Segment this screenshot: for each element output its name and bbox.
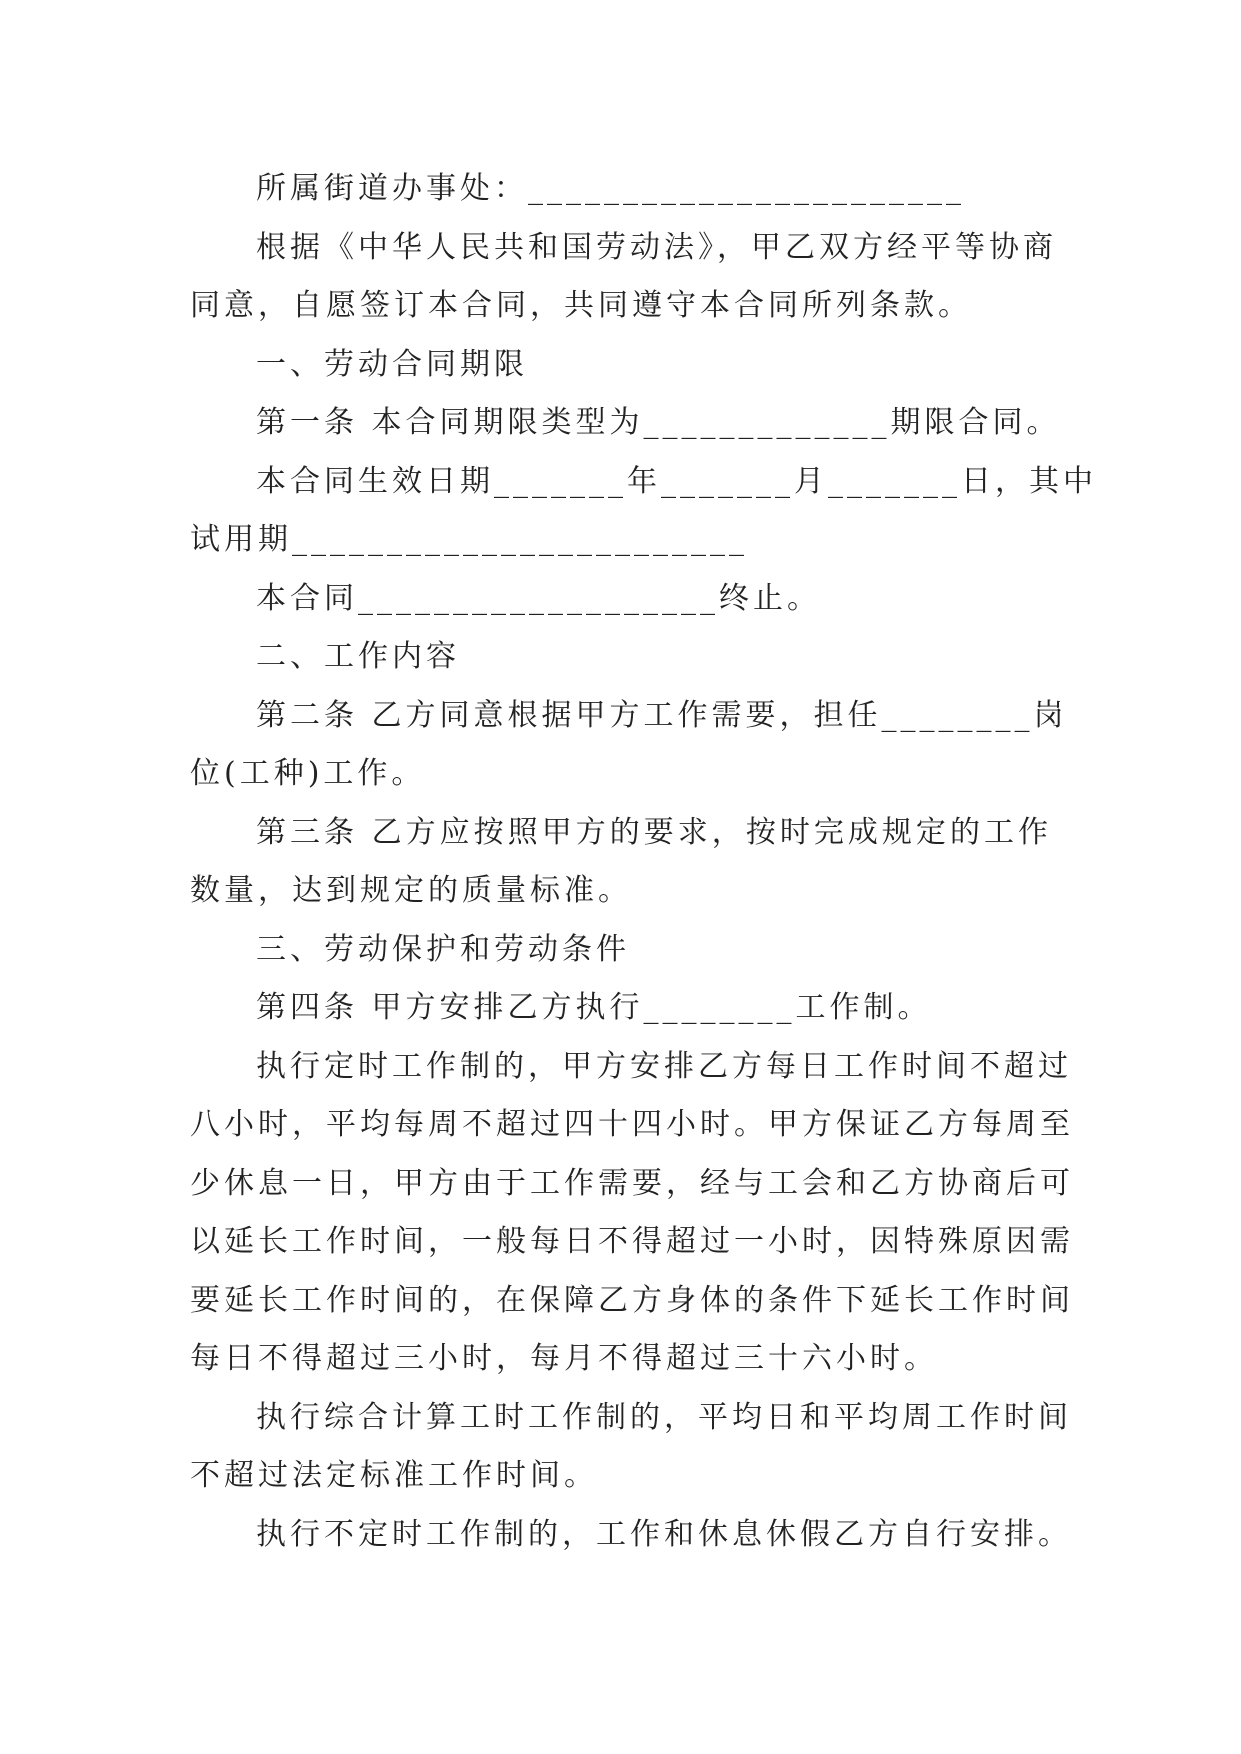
paragraph-line: 要延长工作时间的，在保障乙方身体的条件下延长工作时间 (190, 1282, 1074, 1318)
paragraph-line: 执行综合计算工时工作制的，平均日和平均周工作时间 (256, 1399, 1072, 1435)
paragraph-line: 每日不得超过三小时，每月不得超过三十六小时。 (190, 1341, 938, 1376)
paragraph-line: 执行不定时工作制的，工作和休息休假乙方自行安排。 (256, 1516, 1072, 1552)
paragraph-line: 以延长工作时间，一般每日不得超过一小时，因特殊原因需 (190, 1224, 1074, 1259)
paragraph-line: 试用期________________________ (190, 522, 748, 557)
article-line: 第二条 乙方同意根据甲方工作需要，担任________岗 (256, 697, 1068, 733)
article-line: 第三条 乙方应按照甲方的要求，按时完成规定的工作 (256, 814, 1052, 850)
paragraph-line: 本合同生效日期_______年_______月_______日，其中 (256, 463, 1097, 499)
paragraph-line: 八小时，平均每周不超过四十四小时。甲方保证乙方每周至 (190, 1107, 1074, 1142)
paragraph-line: 数量，达到规定的质量标准。 (190, 873, 632, 908)
paragraph-line: 本合同___________________终止。 (256, 580, 821, 616)
paragraph-line: 位(工种)工作。 (190, 756, 426, 791)
section-heading: 一、劳动合同期限 (256, 346, 528, 382)
section-heading: 二、工作内容 (256, 639, 460, 674)
paragraph-line: 执行定时工作制的，甲方安排乙方每日工作时间不超过 (256, 1048, 1072, 1084)
street-office-line: 所属街道办事处：_______________________ (256, 171, 965, 206)
article-line: 第四条 甲方安排乙方执行________工作制。 (256, 990, 932, 1025)
section-heading: 三、劳动保护和劳动条件 (256, 931, 630, 967)
paragraph-line: 同意，自愿签订本合同，共同遵守本合同所列条款。 (190, 288, 972, 323)
article-line: 第一条 本合同期限类型为_____________期限合同。 (256, 405, 1061, 440)
contract-body (190, 160, 1097, 1564)
paragraph-line: 少休息一日，甲方由于工作需要，经与工会和乙方协商后可 (190, 1165, 1074, 1201)
paragraph-line: 不超过法定标准工作时间。 (190, 1458, 598, 1493)
paragraph-line: 根据《中华人民共和国劳动法》，甲乙双方经平等协商 (256, 229, 1057, 265)
